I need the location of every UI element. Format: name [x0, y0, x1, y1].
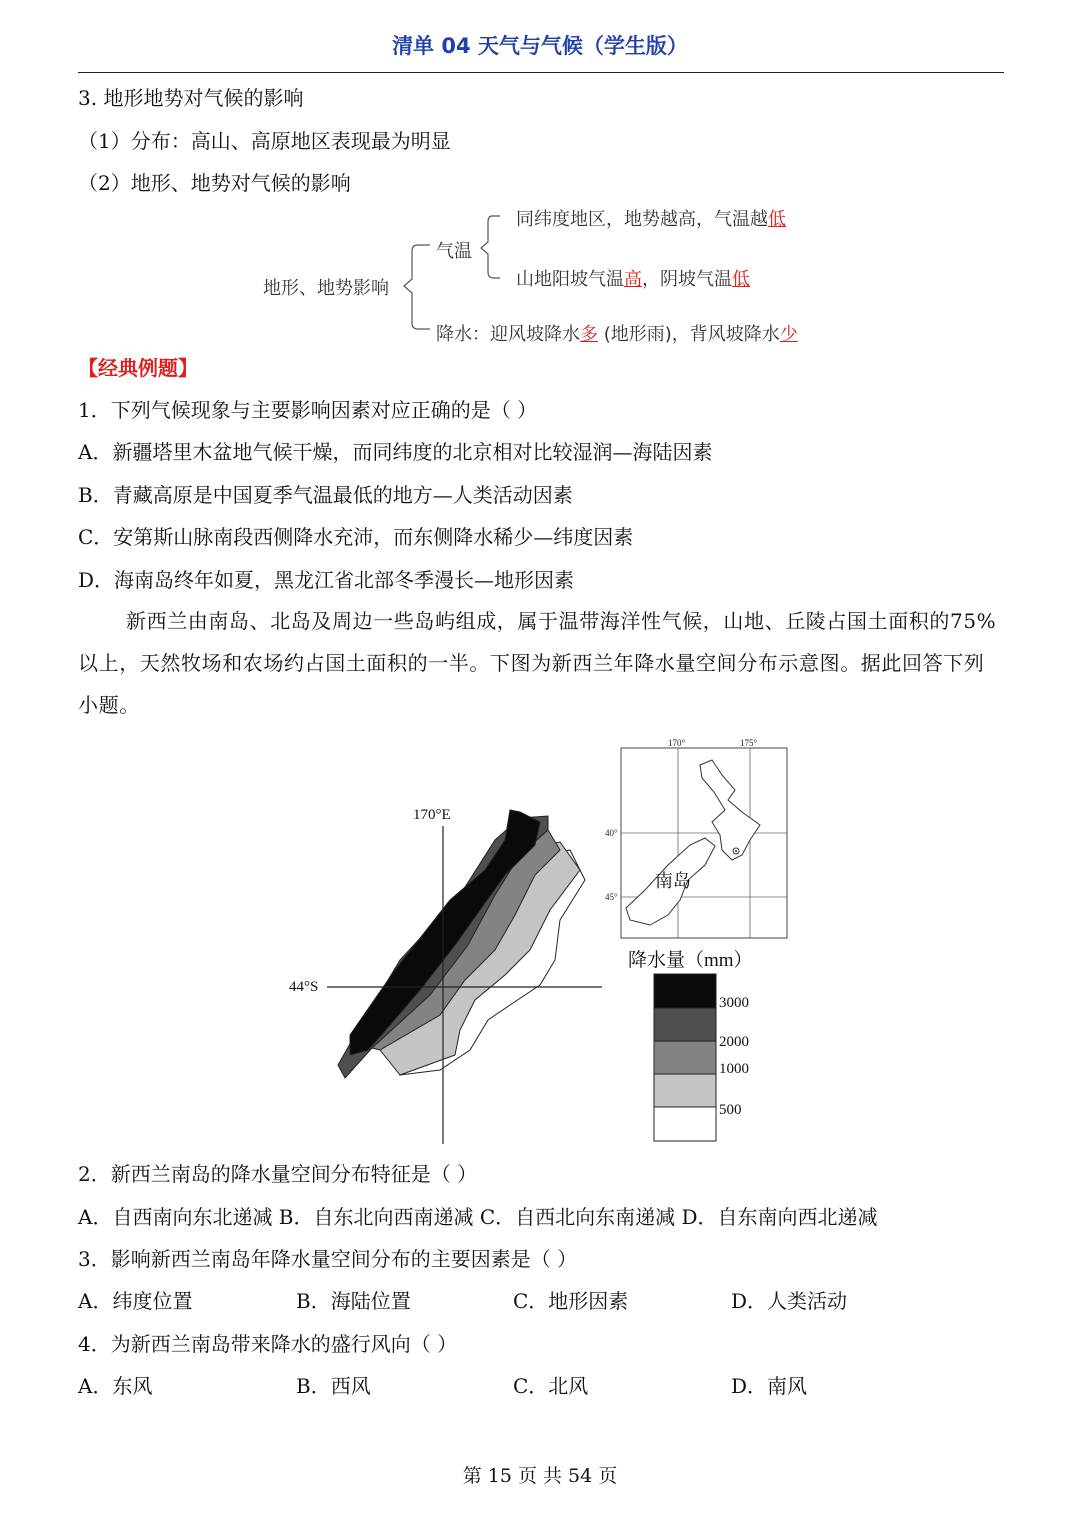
inset-lat-45: 45°	[605, 892, 618, 902]
q1-option-b: B．青藏高原是中国夏季气温最低的地方—人类活动因素	[78, 483, 573, 507]
temp-line1-text: 同纬度地区，地势越高，气温越	[516, 209, 768, 230]
section-heading: 3. 地形地势对气候的影响	[78, 86, 304, 110]
legend-tick-3000: 3000	[719, 995, 749, 1011]
q3-option-c: C．地形因素	[513, 1289, 629, 1313]
temp-line2-answer-1: 高	[624, 269, 642, 290]
south-island-map	[289, 807, 602, 1144]
legend-tick-500: 500	[719, 1102, 742, 1118]
inset-lon-175: 175°	[740, 738, 758, 748]
precip-text-b: (地形雨)，背风坡降水	[598, 324, 780, 345]
passage	[78, 600, 1004, 726]
lon-label: 170°E	[413, 807, 451, 823]
q3-option-b: B．海陆位置	[296, 1289, 411, 1313]
temp-line2-answer-2: 低	[732, 269, 750, 290]
q4-stem: 4．为新西兰南岛带来降水的盛行风向（ ）	[78, 1332, 458, 1356]
q1-option-d: D．海南岛终年如夏，黑龙江省北部冬季漫长—地形因素	[78, 568, 575, 592]
precip-answer-2: 少	[779, 324, 798, 345]
concept-temp-label: 气温	[436, 241, 472, 262]
passage-text: 新西兰由南岛、北岛及周边一些岛屿组成，属于温带海洋性气候，山地、丘陵占国土面积的75%以上，天然牧场和农场约占国土面积的一半。下图为新西兰年降水量空间分布示意图。据此回答下列小题。	[78, 609, 997, 717]
q1-option-a: A．新疆塔里木盆地气候干燥，而同纬度的北京相对比较湿润—海陆因素	[78, 440, 713, 464]
legend	[628, 949, 753, 1141]
legend-tick-1000: 1000	[719, 1061, 749, 1077]
q4-option-b: B．西风	[296, 1374, 371, 1398]
q4-option-c: C．北风	[513, 1374, 589, 1398]
q2-stem: 2．新西兰南岛的降水量空间分布特征是（ ）	[78, 1162, 478, 1186]
temp-line1-answer: 低	[768, 209, 786, 230]
q2-options: A．自西南向东北递减 B．自东北向西南递减 C．自西北向东南递减 D．自东南向西北递减	[78, 1205, 878, 1229]
inset-map	[605, 738, 787, 938]
concept-map-brackets	[0, 0, 1080, 360]
concept-root: 地形、地势影响	[263, 278, 389, 299]
q3-option-a: A．纬度位置	[78, 1289, 193, 1313]
legend-swatch-3000	[654, 1008, 716, 1041]
page-footer: 第 15 页 共 54 页	[462, 1465, 618, 1487]
legend-swatch-2000	[654, 1041, 716, 1074]
precip-text-a: 降水：迎风坡降水	[436, 324, 580, 345]
q4-option-d: D．南风	[731, 1374, 808, 1398]
legend-tick-2000: 2000	[719, 1034, 749, 1050]
q3-options	[78, 1287, 1004, 1317]
q3-stem: 3．影响新西兰南岛年降水量空间分布的主要因素是（ ）	[78, 1247, 578, 1271]
section-item-2: （2）地形、地势对气候的影响	[78, 171, 351, 195]
page-header-title: 清单 04 天气与气候（学生版）	[392, 34, 688, 58]
q1-stem: 1．下列气候现象与主要影响因素对应正确的是（ ）	[78, 398, 538, 422]
precip-answer-1: 多	[580, 324, 598, 345]
lat-label: 44°S	[289, 979, 319, 995]
q4-options	[78, 1372, 1004, 1402]
examples-heading: 【经典例题】	[78, 356, 198, 380]
temp-line2-text-b: ，阴坡气温	[642, 269, 732, 290]
q1-option-c: C．安第斯山脉南段西侧降水充沛，而东侧降水稀少—纬度因素	[78, 525, 634, 549]
concept-precip-line	[436, 320, 798, 346]
inset-lat-40: 40°	[605, 828, 618, 838]
inset-lon-170: 170°	[668, 738, 686, 748]
inset-island-label: 南岛	[655, 871, 691, 891]
nz-precip-map	[0, 730, 1080, 1160]
legend-swatch-max	[654, 974, 716, 1008]
temp-line2-text-a: 山地阳坡气温	[516, 269, 624, 290]
q4-option-a: A．东风	[78, 1374, 153, 1398]
legend-swatch-500	[654, 1107, 716, 1141]
section-item-1: （1）分布：高山、高原地区表现最为明显	[78, 129, 451, 153]
concept-temp-line-1	[516, 205, 786, 231]
concept-temp-line-2	[516, 265, 750, 291]
q3-option-d: D．人类活动	[731, 1289, 848, 1313]
legend-title: 降水量（mm）	[628, 950, 753, 971]
legend-swatch-1000	[654, 1074, 716, 1107]
